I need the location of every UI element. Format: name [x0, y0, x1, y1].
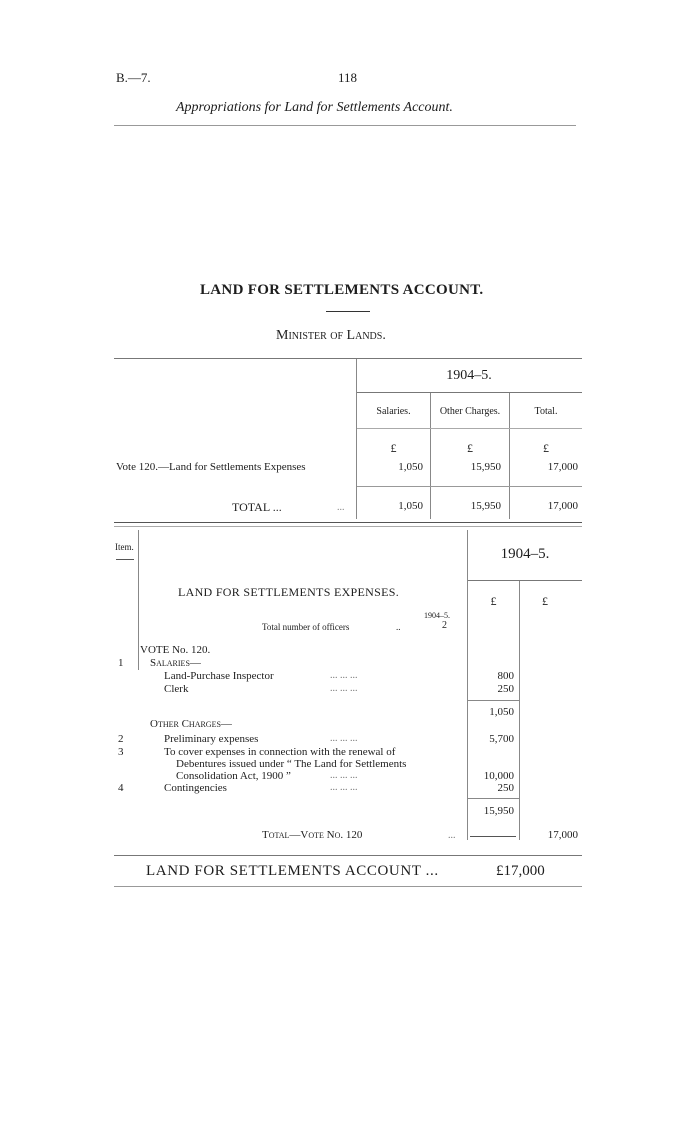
page-subtitle: Appropriations for Land for Settlements Account. [176, 100, 453, 115]
salaries-heading: Salaries— [150, 657, 201, 669]
line-item-dots: ... ... ... [330, 733, 358, 744]
vote-other: 15,950 [470, 461, 501, 473]
vote-total: 17,000 [547, 461, 578, 473]
salaries-subtotal: 1,050 [489, 706, 514, 718]
line-item-label: Preliminary expenses [164, 733, 259, 745]
line-item-amount: 250 [497, 782, 514, 794]
officers-label: Total number of officers [262, 622, 350, 632]
other-charges-subtotal: 15,950 [483, 805, 514, 817]
other-charges-heading: Other Charges— [150, 718, 232, 730]
line-item-label: Clerk [164, 683, 189, 695]
summary-year: 1904–5. [446, 368, 492, 383]
item-number-2: 2 [118, 733, 124, 745]
item-number-3: 3 [118, 746, 124, 758]
header-rule [114, 125, 576, 126]
page-title: LAND FOR SETTLEMENTS ACCOUNT. [200, 282, 484, 298]
line-item-label: Contingencies [164, 782, 227, 794]
item-number-1: 1 [118, 657, 124, 669]
section-title: LAND FOR SETTLEMENTS EXPENSES. [178, 585, 400, 599]
line-item-label: Land-Purchase Inspector [164, 670, 274, 682]
summary-total-label: TOTAL ... [232, 500, 282, 514]
minister-heading: Minister of Lands. [276, 328, 386, 343]
summary-total-dots: ... [337, 502, 345, 513]
summary-total-total: 17,000 [547, 500, 578, 512]
line-item-label: Debentures issued under “ The Land for Settlements [176, 758, 407, 770]
line-item-amount: 250 [497, 683, 514, 695]
line-item-label: To cover expenses in connection with the renewal of [164, 746, 396, 758]
line-item-amount: 800 [497, 670, 514, 682]
summary-total-other: 15,950 [470, 500, 501, 512]
officers-count: 2 [442, 620, 447, 631]
line-item-label: Consolidation Act, 1900 ” [176, 770, 291, 782]
grand-total-label: LAND FOR SETTLEMENTS ACCOUNT ... [146, 863, 439, 879]
item-column-header: Item. [115, 542, 134, 552]
summary-total-salaries: 1,050 [398, 500, 423, 512]
vote-salaries: 1,050 [398, 461, 423, 473]
grand-total-amount: £17,000 [496, 863, 545, 879]
line-item-dots: ... ... ... [330, 770, 358, 781]
vote-total-label: Total—Vote No. 120 [262, 829, 363, 841]
vote-label: Vote 120.—Land for Settlements Expenses [116, 461, 306, 473]
document-reference: B.—7. [116, 70, 151, 85]
col-other-header: Other Charges. [439, 406, 501, 417]
officers-year: 1904–5. [424, 611, 450, 620]
line-item-dots: ... ... ... [330, 670, 358, 681]
col-salaries-header: Salaries. [376, 406, 411, 417]
vote-total-dots: ... [448, 830, 456, 841]
page-number: 118 [338, 70, 358, 85]
title-rule [326, 311, 370, 312]
detail-year: 1904–5. [500, 546, 550, 562]
detail-currency-sub: £ [490, 594, 497, 608]
line-item-amount: 10,000 [483, 770, 514, 782]
vote-number: VOTE No. 120. [140, 644, 211, 656]
currency-other: £ [467, 441, 473, 455]
col-total-header: Total. [534, 406, 558, 417]
officers-dots: .. [396, 622, 401, 632]
line-item-dots: ... ... ... [330, 683, 358, 694]
detail-currency-total: £ [542, 594, 548, 608]
line-item-dots: ... ... ... [330, 782, 358, 793]
item-number-4: 4 [118, 782, 124, 794]
vote-total-amount: 17,000 [547, 829, 578, 841]
currency-total: £ [543, 441, 549, 455]
line-item-amount: 5,700 [489, 733, 514, 745]
currency-salaries: £ [390, 441, 397, 455]
